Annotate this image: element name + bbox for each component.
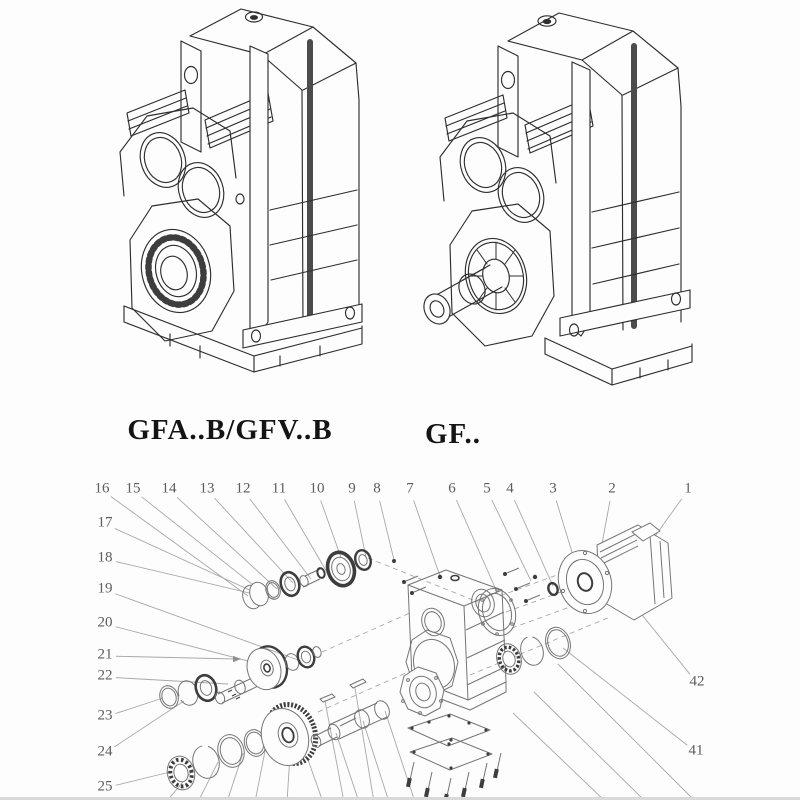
callout-18: 18 [97, 549, 113, 566]
callout-11: 11 [271, 480, 287, 497]
callout-23: 23 [97, 707, 113, 724]
callout-21-arrow [233, 656, 241, 662]
motor [550, 523, 672, 620]
cover-bolts [406, 753, 501, 800]
callout-15: 15 [125, 480, 141, 497]
input-shaft-parts [240, 548, 396, 611]
callout-22: 22 [97, 667, 113, 684]
gfab-model-label: GFA..B/GFV..B [127, 414, 333, 446]
callout-14: 14 [161, 480, 177, 497]
callout-12: 12 [235, 480, 251, 497]
callout-42: 42 [689, 673, 705, 690]
bottom-cover-parts [406, 714, 501, 800]
gfab-gearbox-drawing [120, 9, 362, 372]
callout-4: 4 [506, 480, 514, 497]
gf-gearbox-drawing [419, 13, 692, 385]
callout-25: 25 [97, 778, 113, 795]
intermediate-shaft-parts [157, 642, 323, 711]
callout-leaders [111, 496, 690, 785]
callout-5: 5 [483, 480, 491, 497]
gf-model-label: GF.. [424, 418, 482, 450]
callout-24: 24 [97, 743, 113, 760]
callout-1: 1 [684, 480, 692, 497]
callout-41: 41 [688, 742, 704, 759]
callout-10: 10 [309, 480, 325, 497]
callout-19: 19 [97, 580, 113, 597]
callout-20: 20 [97, 614, 113, 631]
callout-13: 13 [199, 480, 215, 497]
callout-3: 3 [549, 480, 557, 497]
callout-9: 9 [348, 480, 356, 497]
callout-7: 7 [406, 480, 414, 497]
callout-8: 8 [373, 480, 381, 497]
callout-17: 17 [97, 514, 113, 531]
exploded-diagram [111, 496, 694, 800]
output-end-cover [400, 667, 444, 716]
callout-21: 21 [97, 646, 113, 663]
callout-16: 16 [94, 480, 110, 497]
callout-6: 6 [448, 480, 456, 497]
callout-2: 2 [608, 480, 616, 497]
